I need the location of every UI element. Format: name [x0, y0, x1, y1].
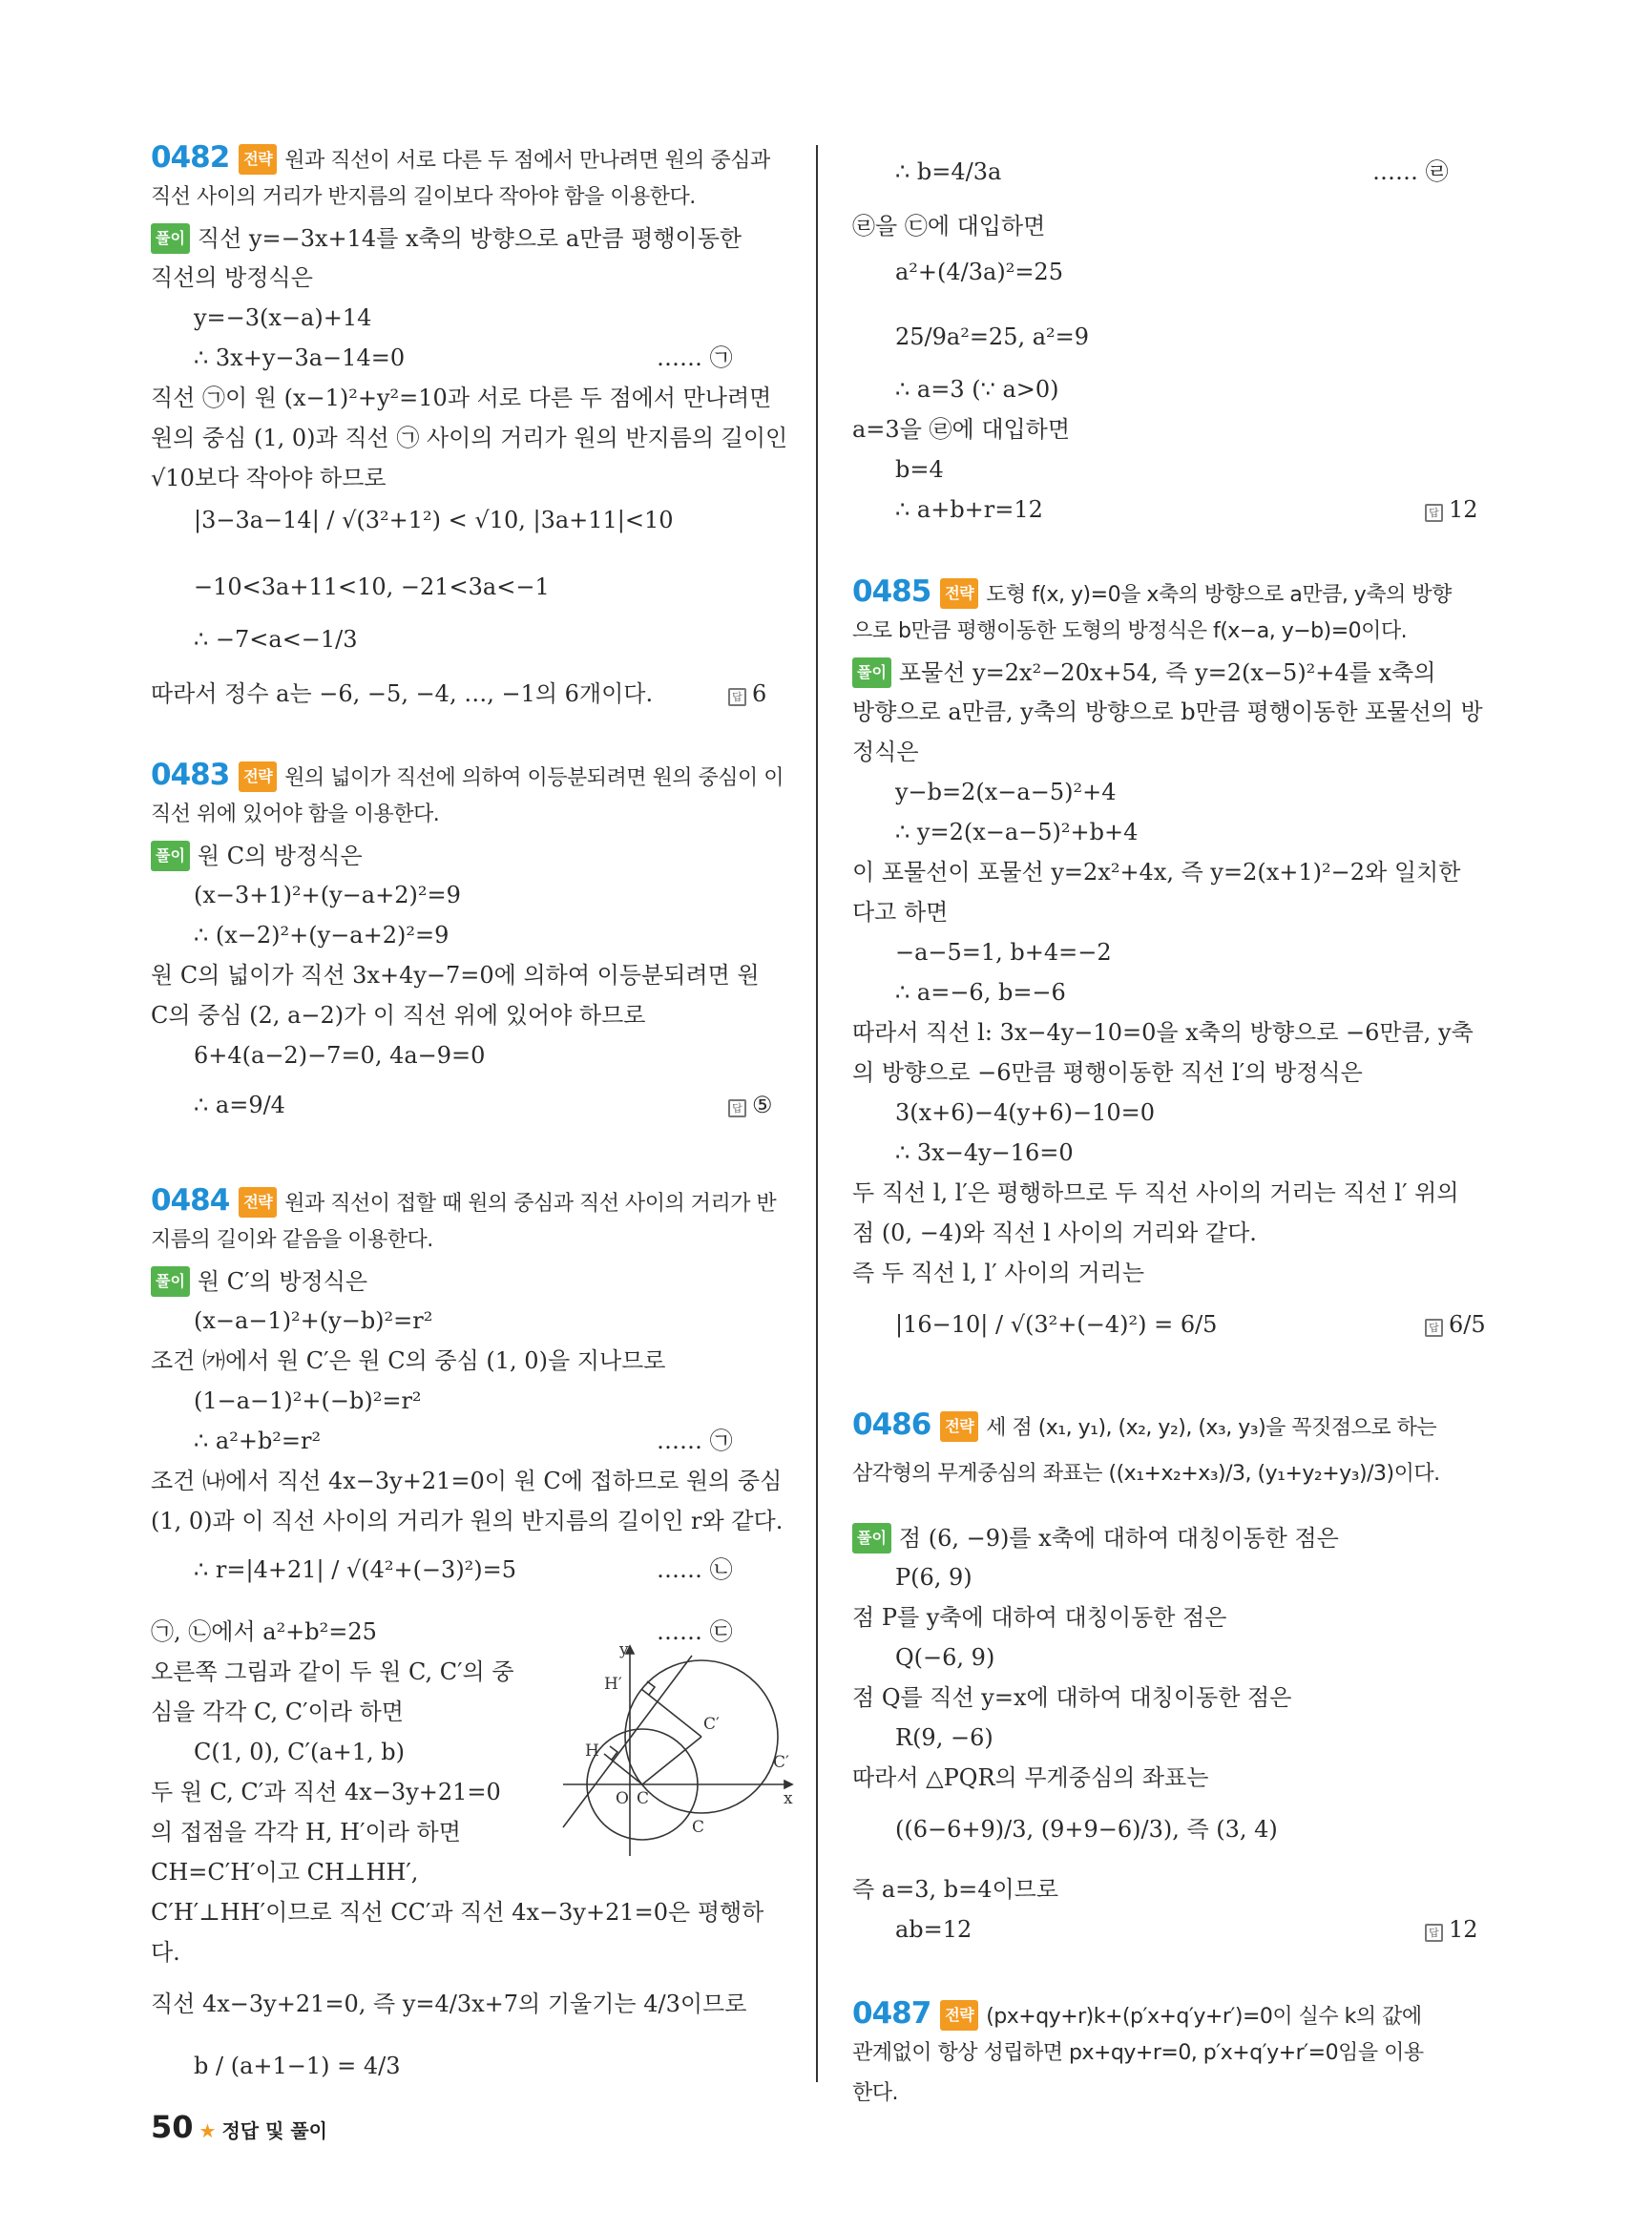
equation-line: ∴ a+b+r=12: [895, 496, 1043, 523]
text-line: 방향으로 a만큼, y축의 방향으로 b만큼 평행이동한 포물선의 방: [852, 698, 1483, 725]
equation-line: 25/9a²=25, a²=9: [895, 323, 1090, 350]
text-line: 조건 ㈎에서 원 C′은 원 C의 중심 (1, 0)을 지나므로: [151, 1347, 666, 1374]
solution-tag: 풀이: [151, 841, 190, 871]
segment-ch: [604, 1754, 642, 1784]
answer-value: 6: [752, 680, 767, 707]
strategy-tag: 전략: [940, 578, 978, 609]
answer: [1425, 495, 1478, 524]
solution-text: 점 (6, −9)를 x축에 대하여 대칭이동한 점은: [898, 1525, 1339, 1552]
label-circle-c-prime: C′: [773, 1753, 789, 1772]
solution-start: [151, 841, 363, 871]
right-angle-h-prime: [647, 1681, 655, 1695]
strategy-text: 세 점 (x₁, y₁), (x₂, y₂), (x₃, y₃)을 꼭짓점으로 하는: [986, 1416, 1437, 1440]
equation-line: ((6−6+9)/3, (9+9−6)/3), 즉 (3, 4): [895, 1816, 1278, 1843]
solution-text: 포물선 y=2x²−20x+54, 즉 y=2(x−5)²+4를 x축의: [898, 659, 1436, 686]
equation-marker: …… ㉠: [657, 1428, 733, 1454]
problem-header: [151, 1183, 777, 1219]
equation-line: b / (a+1−1) = 4/3: [194, 2053, 401, 2079]
solution-start: [151, 1266, 367, 1297]
column-divider: [816, 145, 818, 2082]
strategy-text: 관계없이 항상 성립하면 px+qy+r=0, p′x+q′y+r′=0임을 이용: [852, 2041, 1424, 2065]
equation-marker: …… ㉢: [657, 1618, 733, 1645]
label-h-prime: H′: [604, 1675, 622, 1694]
text-line: 점 (0, −4)와 직선 l 사이의 거리와 같다.: [852, 1220, 1257, 1246]
equation-line: −a−5=1, b+4=−2: [895, 939, 1112, 966]
equation-line: ∴ a=9/4: [194, 1092, 285, 1118]
answer-icon: 답: [1425, 1924, 1443, 1942]
strategy-text: 으로 b만큼 평행이동한 도형의 방정식은 f(x−a, y−b)=0이다.: [852, 619, 1408, 643]
text-line: 즉 a=3, b=4이므로: [852, 1876, 1059, 1903]
equation-marker: …… ㉡: [657, 1556, 733, 1583]
text-line: 직선의 방정식은: [151, 264, 313, 291]
text-line: 직선 4x−3y+21=0, 즉 y=4/3x+7의 기울기는 4/3이므로: [151, 1991, 747, 2017]
label-h: H: [585, 1741, 599, 1761]
equation-line: |3−3a−14| / √(3²+1²) < √10, |3a+11|<10: [194, 507, 674, 533]
text-line: 두 직선 l, l′은 평행하므로 두 직선 사이의 거리는 직선 l′ 위의: [852, 1179, 1459, 1206]
strategy-text: 도형 f(x, y)=0을 x축의 방향으로 a만큼, y축의 방향: [986, 583, 1452, 607]
footer-title: 정답 및 풀이: [221, 2119, 327, 2142]
solution-start: [852, 1523, 1339, 1553]
problem-header: [151, 140, 770, 176]
answer-icon: 답: [728, 1099, 746, 1117]
solution-text: 원 C의 방정식은: [197, 843, 363, 869]
text-line: 다.: [151, 1939, 180, 1966]
x-arrow: [784, 1781, 792, 1788]
equation-line: ab=12: [895, 1916, 972, 1943]
equation-line: ∴ b=4/3a: [895, 158, 1002, 185]
problem-number: 0485: [852, 574, 931, 609]
two-circles-figure: [558, 1641, 797, 1861]
text-line: 따라서 정수 a는 −6, −5, −4, …, −1의 6개이다.: [151, 680, 654, 707]
text-line: C의 중심 (2, a−2)가 이 직선 위에 있어야 하므로: [151, 1002, 646, 1029]
text-line: 의 방향으로 −6만큼 평행이동한 직선 l′의 방정식은: [852, 1059, 1363, 1086]
text-line: 심을 각각 C, C′이라 하면: [151, 1699, 404, 1725]
answer-value: ⑤: [752, 1092, 773, 1118]
equation-line: ∴ 3x−4y−16=0: [895, 1139, 1074, 1166]
text-line: 다고 하면: [852, 899, 949, 926]
text-line: 오른쪽 그림과 같이 두 원 C, C′의 중: [151, 1658, 514, 1685]
text-line: 의 접점을 각각 H, H′이라 하면: [151, 1819, 461, 1845]
label-o: O: [616, 1789, 629, 1808]
solution-tag: 풀이: [852, 1523, 891, 1553]
equation-line: ∴ a=3 (∵ a>0): [895, 376, 1059, 403]
text-line: 따라서 직선 l: 3x−4y−10=0을 x축의 방향으로 −6만큼, y축: [852, 1019, 1474, 1046]
text-line: CH=C′H′이고 CH⊥HH′,: [151, 1859, 419, 1886]
problem-header: [151, 758, 784, 793]
answer: [728, 1091, 773, 1119]
problem-number: 0487: [852, 1996, 931, 2031]
text-line: 점 Q를 직선 y=x에 대하여 대칭이동한 점은: [852, 1684, 1292, 1711]
equation-line: ∴ a=−6, b=−6: [895, 979, 1066, 1006]
strategy-tag: 전략: [239, 144, 277, 175]
equation-line: y−b=2(x−a−5)²+4: [895, 779, 1117, 805]
answer-value: 6/5: [1449, 1311, 1486, 1338]
text-line: 원 C의 넓이가 직선 3x+4y−7=0에 의하여 이등분되려면 원: [151, 962, 760, 989]
solution-tag: 풀이: [151, 1266, 190, 1297]
strategy-text: 원과 직선이 서로 다른 두 점에서 만나려면 원의 중심과: [284, 149, 770, 173]
strategy-tag: 전략: [239, 1187, 277, 1218]
text-line: 따라서 △PQR의 무게중심의 좌표는: [852, 1764, 1209, 1791]
text-line: ㉠, ㉡에서 a²+b²=25: [151, 1618, 377, 1645]
problem-number: 0484: [151, 1183, 230, 1218]
text-line: 원의 중심 (1, 0)과 직선 ㉠ 사이의 거리가 원의 반지름의 길이인: [151, 425, 788, 451]
text-line: 즉 두 직선 l, l′ 사이의 거리는: [852, 1260, 1145, 1286]
equation-line: −10<3a+11<10, −21<3a<−1: [194, 573, 550, 600]
equation-line: |16−10| / √(3²+(−4)²) = 6/5: [895, 1311, 1218, 1338]
text-line: 이 포물선이 포물선 y=2x²+4x, 즉 y=2(x+1)²−2와 일치한: [852, 859, 1461, 886]
equation-line: ∴ r=|4+21| / √(4²+(−3)²)=5: [194, 1556, 517, 1583]
equation-line: (x−a−1)²+(y−b)²=r²: [194, 1307, 433, 1334]
equation-line: ∴ a²+b²=r²: [194, 1428, 322, 1454]
strategy-tag: 전략: [940, 1411, 978, 1442]
label-x: x: [784, 1789, 793, 1808]
answer-icon: 답: [728, 688, 746, 706]
page-footer: [151, 2109, 327, 2145]
answer-value: 12: [1449, 1916, 1478, 1943]
text-line: √10보다 작아야 하므로: [151, 465, 387, 491]
strategy-text: 직선 위에 있어야 함을 이용한다.: [151, 803, 440, 826]
equation-line: P(6, 9): [895, 1564, 972, 1591]
strategy-text: 지름의 길이와 같음을 이용한다.: [151, 1228, 433, 1252]
answer: [1425, 1915, 1478, 1944]
equation-line: (x−3+1)²+(y−a+2)²=9: [194, 882, 461, 908]
equation-line: 3(x+6)−4(y+6)−10=0: [895, 1099, 1155, 1126]
equation-marker: …… ㉠: [657, 344, 733, 371]
problem-number: 0482: [151, 140, 230, 175]
problem-number: 0486: [852, 1407, 931, 1442]
answer-icon: 답: [1425, 504, 1443, 522]
solution-text: 직선 y=−3x+14를 x축의 방향으로 a만큼 평행이동한: [197, 225, 742, 252]
strategy-text: 원과 직선이 접할 때 원의 중심과 직선 사이의 거리가 반: [284, 1192, 777, 1216]
text-line: C′H′⊥HH′이므로 직선 CC′과 직선 4x−3y+21=0은 평행하: [151, 1899, 764, 1926]
strategy-text: (px+qy+r)k+(p′x+q′y+r′)=0이 실수 k의 값에: [986, 2005, 1422, 2029]
strategy-text: 원의 넓이가 직선에 의하여 이등분되려면 원의 중심이 이: [284, 766, 784, 790]
text-line: (1, 0)과 이 직선 사이의 거리가 원의 반지름의 길이인 r와 같다.: [151, 1508, 784, 1534]
equation-line: ∴ −7<a<−1/3: [194, 626, 358, 653]
problem-header: [852, 1996, 1422, 2032]
strategy-tag: 전략: [940, 2000, 978, 2031]
answer: [728, 679, 766, 708]
text-line: ㉣을 ㉢에 대입하면: [852, 213, 1046, 240]
answer-value: 12: [1449, 496, 1478, 523]
answer-icon: 답: [1425, 1319, 1443, 1337]
text-line: 조건 ㈏에서 직선 4x−3y+21=0이 원 C에 접하므로 원의 중심: [151, 1468, 783, 1494]
star-icon: ★: [199, 2119, 217, 2142]
equation-line: b=4: [895, 456, 944, 483]
equation-line: y=−3(x−a)+14: [194, 304, 372, 331]
equation-line: 6+4(a−2)−7=0, 4a−9=0: [194, 1042, 486, 1069]
label-circle-c: C: [692, 1818, 705, 1837]
label-c: C: [637, 1789, 650, 1808]
equation-line: ∴ 3x+y−3a−14=0: [194, 344, 406, 371]
equation-line: R(9, −6): [895, 1724, 993, 1751]
text-line: 정식은: [852, 739, 919, 765]
equation-line: ∴ y=2(x−a−5)²+b+4: [895, 819, 1139, 845]
solution-tag: 풀이: [151, 223, 190, 254]
strategy-tag: 전략: [239, 761, 277, 792]
solution-start: [151, 223, 742, 254]
problem-number: 0483: [151, 758, 230, 792]
strategy-text: 한다.: [852, 2081, 898, 2105]
text-line: 두 원 C, C′과 직선 4x−3y+21=0: [151, 1779, 501, 1805]
equation-line: a²+(4/3a)²=25: [895, 259, 1063, 285]
text-line: 점 P를 y축에 대하여 대칭이동한 점은: [852, 1604, 1227, 1631]
solution-tag: 풀이: [852, 657, 891, 688]
equation-line: (1−a−1)²+(−b)²=r²: [194, 1387, 422, 1414]
text-line: a=3을 ㉣에 대입하면: [852, 416, 1071, 443]
equation-line: Q(−6, 9): [895, 1644, 995, 1671]
equation-line: C(1, 0), C′(a+1, b): [194, 1739, 405, 1765]
solution-start: [852, 657, 1435, 688]
text-line: 직선 ㉠이 원 (x−1)²+y²=10과 서로 다른 두 점에서 만나려면: [151, 385, 772, 411]
label-c-prime: C′: [703, 1715, 720, 1734]
strategy-text: 삼각형의 무게중심의 좌표는 ((x₁+x₂+x₃)/3, (y₁+y₂+y₃)/3)이다.: [852, 1462, 1440, 1486]
label-y: y: [619, 1641, 629, 1659]
answer: [1425, 1310, 1486, 1339]
problem-header: [852, 1407, 1437, 1443]
problem-header: [852, 574, 1452, 610]
equation-marker: …… ㉣: [1372, 158, 1449, 185]
equation-line: ∴ (x−2)²+(y−a+2)²=9: [194, 922, 450, 949]
solution-text: 원 C′의 방정식은: [197, 1268, 368, 1295]
page-number: 50: [151, 2109, 194, 2145]
strategy-text: 직선 사이의 거리가 반지름의 길이보다 작아야 함을 이용한다.: [151, 185, 696, 209]
